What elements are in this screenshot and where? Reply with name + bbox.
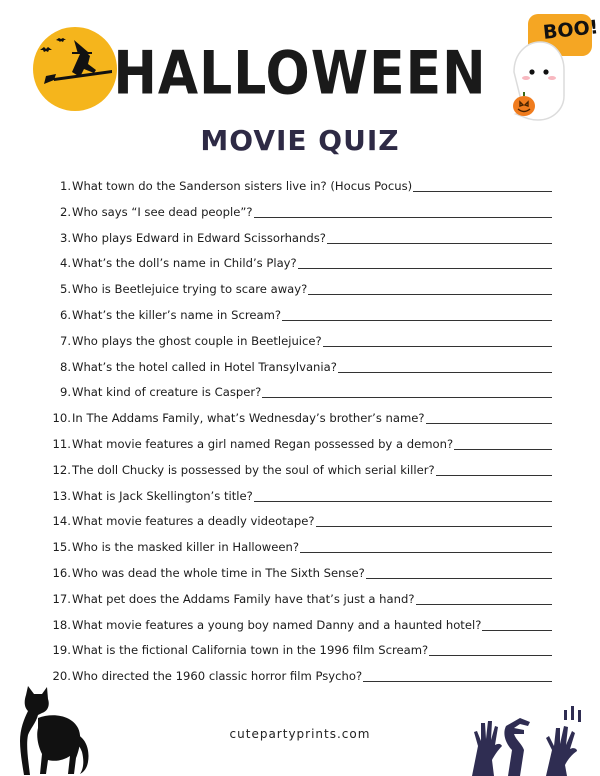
question-item — [40, 231, 552, 257]
answer-line[interactable] — [436, 463, 552, 476]
question-item — [40, 308, 552, 334]
question-text: Who is Beetlejuice trying to scare away? — [72, 282, 308, 297]
question-number: 12. — [52, 462, 71, 477]
answer-line[interactable] — [413, 179, 552, 192]
question-number: 16. — [52, 565, 71, 580]
question-item — [40, 489, 552, 515]
question-text: What is Jack Skellington’s title? — [72, 488, 253, 503]
question-number: 3. — [59, 230, 71, 245]
question-text: Who plays Edward in Edward Scissorhands? — [72, 230, 326, 245]
question-number: 19. — [52, 643, 71, 658]
page-title: HALLOWEEN — [113, 39, 487, 109]
answer-line[interactable] — [363, 669, 552, 682]
question-item — [40, 463, 552, 489]
question-item — [40, 643, 552, 669]
answer-line[interactable] — [262, 385, 552, 398]
question-item — [40, 179, 552, 205]
question-text: What’s the hotel called in Hotel Transylvania? — [72, 359, 337, 374]
question-number: 9. — [59, 385, 71, 400]
question-text: What’s the killer’s name in Scream? — [72, 307, 282, 322]
question-number: 15. — [52, 540, 71, 555]
question-item — [40, 592, 552, 618]
answer-line[interactable] — [454, 437, 552, 450]
question-item — [40, 437, 552, 463]
question-item — [40, 360, 552, 386]
question-text: What movie features a girl named Regan possessed by a demon? — [72, 436, 454, 451]
question-number: 1. — [59, 179, 71, 193]
question-text: Who was dead the whole time in The Sixth Sense? — [72, 565, 365, 580]
answer-line[interactable] — [254, 489, 552, 502]
question-text: Who says “I see dead people”? — [72, 204, 253, 219]
question-text: What town do the Sanderson sisters live in? (Hocus Pocus) — [72, 179, 413, 193]
question-item — [40, 205, 552, 231]
question-text: In The Addams Family, what’s Wednesday’s brother’s name? — [72, 411, 425, 426]
question-item — [40, 282, 552, 308]
question-item — [40, 334, 552, 360]
answer-line[interactable] — [308, 282, 552, 295]
question-item — [40, 514, 552, 540]
question-number: 7. — [59, 333, 71, 348]
question-text: What movie features a young boy named Danny and a haunted hotel? — [72, 617, 482, 632]
question-item — [40, 540, 552, 566]
question-item — [40, 256, 552, 282]
answer-line[interactable] — [300, 540, 552, 553]
question-number: 5. — [59, 282, 71, 297]
question-text: Who directed the 1960 classic horror film Psycho? — [72, 669, 363, 684]
answer-line[interactable] — [426, 411, 552, 424]
question-text: What kind of creature is Casper? — [72, 385, 262, 400]
question-item — [40, 411, 552, 437]
answer-line[interactable] — [254, 205, 552, 218]
answer-line[interactable] — [429, 643, 552, 656]
question-item — [40, 618, 552, 644]
answer-line[interactable] — [316, 514, 553, 527]
question-number: 20. — [52, 669, 71, 684]
page-subtitle: MOVIE QUIZ — [200, 124, 400, 157]
question-number: 4. — [59, 256, 71, 271]
question-number: 13. — [52, 488, 71, 503]
answer-line[interactable] — [323, 334, 552, 347]
question-number: 2. — [59, 204, 71, 219]
question-item — [40, 385, 552, 411]
answer-line[interactable] — [366, 566, 552, 579]
question-number: 11. — [52, 436, 71, 451]
answer-line[interactable] — [298, 256, 552, 269]
question-text: The doll Chucky is possessed by the soul of which serial killer? — [72, 462, 435, 477]
question-text: What is the fictional California town in the 1996 film Scream? — [72, 643, 429, 658]
question-number: 8. — [59, 359, 71, 374]
boo-text: BOO! — [542, 16, 600, 44]
question-item — [40, 669, 552, 695]
question-item — [40, 566, 552, 592]
answer-line[interactable] — [327, 231, 552, 244]
question-text: Who is the masked killer in Halloween? — [72, 540, 299, 555]
answer-line[interactable] — [282, 308, 552, 321]
question-number: 18. — [52, 617, 71, 632]
answer-line[interactable] — [416, 592, 553, 605]
question-text: What movie features a deadly videotape? — [72, 514, 315, 529]
question-text: What’s the doll’s name in Child’s Play? — [72, 256, 297, 271]
footer-site-url[interactable]: cutepartyprints.com — [229, 727, 371, 741]
question-number: 17. — [52, 591, 71, 606]
question-text: Who plays the ghost couple in Beetlejuice? — [72, 333, 322, 348]
question-number: 14. — [52, 514, 71, 529]
answer-line[interactable] — [482, 618, 552, 631]
question-number: 10. — [52, 411, 71, 426]
question-number: 6. — [59, 307, 71, 322]
question-text: What pet does the Addams Family have that’s just a hand? — [72, 591, 415, 606]
question-list — [40, 179, 552, 695]
answer-line[interactable] — [338, 360, 552, 373]
